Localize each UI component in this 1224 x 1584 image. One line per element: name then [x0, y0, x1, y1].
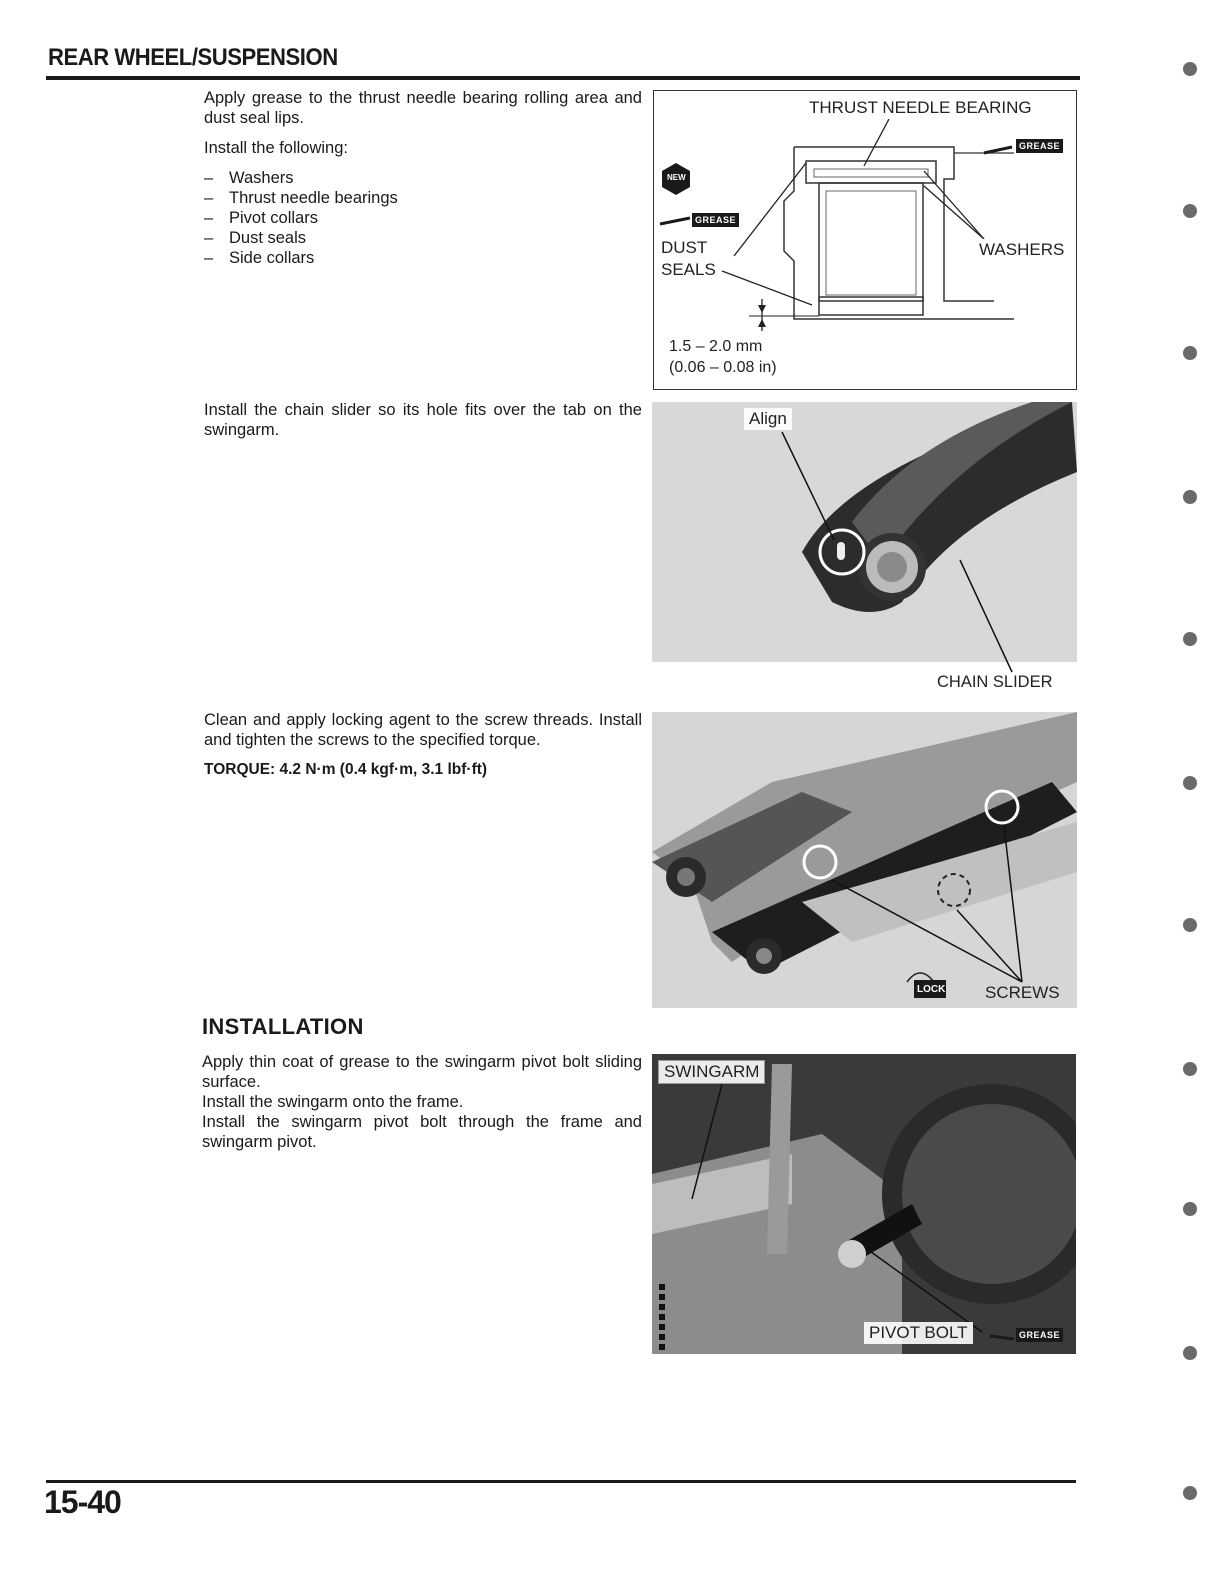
- grease-tag: GREASE: [1016, 1328, 1063, 1342]
- label-seals: SEALS: [656, 259, 721, 281]
- binder-hole: [1183, 346, 1197, 360]
- bottom-rule: [46, 1480, 1076, 1483]
- binder-hole: [1183, 776, 1197, 790]
- label-pivot-bolt: PIVOT BOLT: [864, 1322, 973, 1344]
- binder-hole: [1183, 62, 1197, 76]
- binder-hole: [1183, 918, 1197, 932]
- parts-list: [204, 168, 642, 268]
- list-item: – Pivot collars: [204, 208, 642, 228]
- label-thrust-needle-bearing: THRUST NEEDLE BEARING: [804, 97, 1037, 119]
- step1-text: [204, 88, 642, 268]
- installation-heading: INSTALLATION: [202, 1014, 364, 1039]
- installation-paragraph: Install the swingarm onto the frame.: [202, 1093, 464, 1111]
- list-item: – Washers: [204, 168, 642, 188]
- screws-photo: [652, 712, 1077, 1008]
- label-chain-slider: CHAIN SLIDER: [937, 673, 1053, 691]
- grease-tag: GREASE: [692, 213, 739, 227]
- dimension-in: (0.06 – 0.08 in): [664, 358, 782, 378]
- binder-hole: [1183, 1062, 1197, 1076]
- binder-hole: [1183, 1486, 1197, 1500]
- label-screws: SCREWS: [985, 983, 1060, 1002]
- step2-paragraph: Install the chain slider so its hole fits over the tab on the swingarm.: [204, 401, 642, 439]
- label-dust: DUST: [656, 237, 712, 259]
- step3-paragraph: Clean and apply locking agent to the screw threads. Install and tighten the screws to the specified torque.: [204, 711, 642, 749]
- new-tag: NEW: [667, 173, 686, 182]
- dimension-mm: 1.5 – 2.0 mm: [664, 337, 767, 357]
- lock-tag: LOCK: [917, 984, 946, 995]
- page-number: 15-40: [44, 1484, 121, 1520]
- section-title: REAR WHEEL/SUSPENSION: [48, 44, 338, 71]
- chain-slider-photo: [652, 402, 1077, 694]
- binder-hole: [1183, 490, 1197, 504]
- label-align: Align: [744, 408, 792, 430]
- bearing-diagram: [653, 90, 1077, 390]
- screws-image: [652, 712, 1077, 1008]
- step3-text: [204, 710, 642, 780]
- list-item: – Dust seals: [204, 228, 642, 248]
- torque-spec: TORQUE: 4.2 N·m (0.4 kgf·m, 3.1 lbf·ft): [204, 761, 488, 778]
- pivot-bolt-photo: [652, 1054, 1076, 1354]
- grease-tag: GREASE: [1016, 139, 1063, 153]
- label-swingarm: SWINGARM: [658, 1060, 765, 1084]
- chain-slider-image: [652, 402, 1077, 694]
- installation-paragraph: Install the swingarm pivot bolt through the frame and swingarm pivot.: [202, 1113, 642, 1151]
- list-item: – Thrust needle bearings: [204, 188, 642, 208]
- binder-hole: [1183, 632, 1197, 646]
- installation-paragraph: Apply thin coat of grease to the swingarm pivot bolt sliding surface.: [202, 1053, 642, 1091]
- pivot-bolt-image: [652, 1054, 1076, 1354]
- label-washers: WASHERS: [974, 239, 1069, 261]
- step2-text: [204, 400, 642, 450]
- installation-text: [202, 1052, 642, 1152]
- binder-hole: [1183, 204, 1197, 218]
- step1-paragraph: Apply grease to the thrust needle bearing rolling area and dust seal lips.: [204, 89, 642, 127]
- binder-hole: [1183, 1202, 1197, 1216]
- step1-paragraph: Install the following:: [204, 139, 348, 157]
- binder-hole: [1183, 1346, 1197, 1360]
- top-rule: [46, 76, 1080, 80]
- list-item: – Side collars: [204, 248, 642, 268]
